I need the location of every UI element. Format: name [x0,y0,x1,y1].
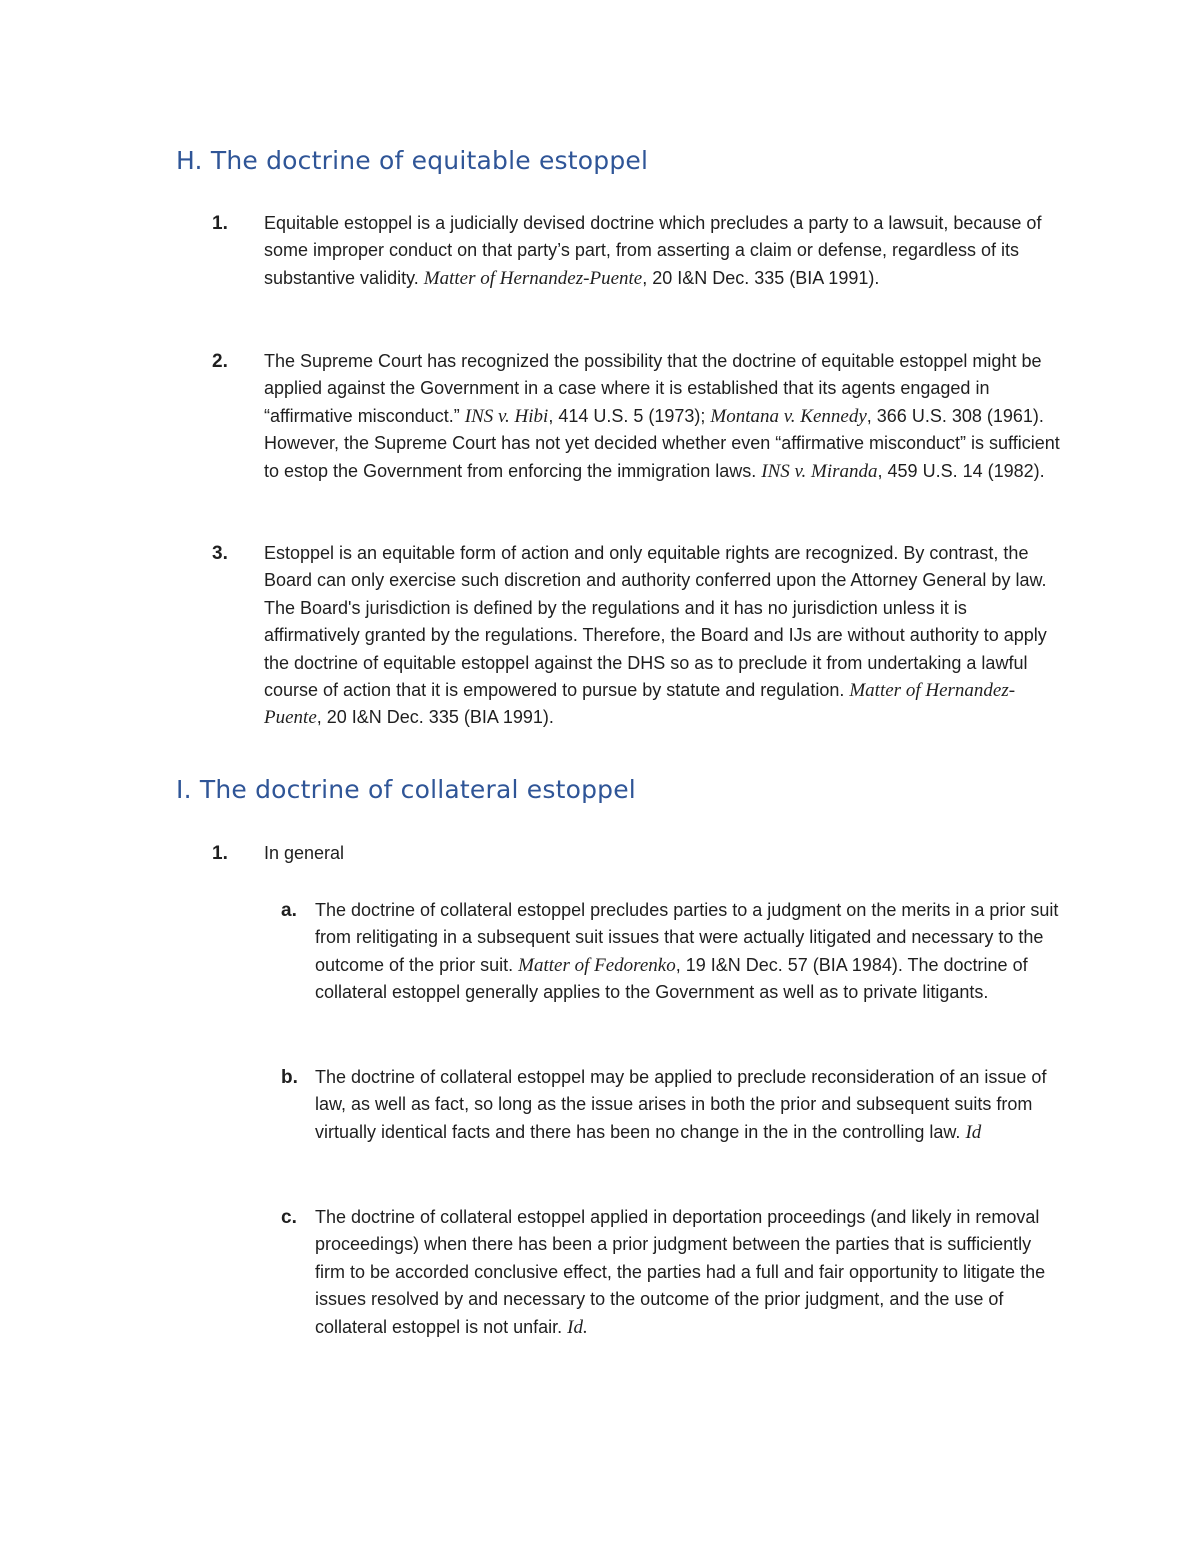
list-number: 1. [212,213,228,234]
section-i-heading: I. The doctrine of collateral estoppel [176,775,636,804]
paragraph-text: The doctrine of collateral estoppel may be applied to preclude reconsideration of an issue of law, as well as fact, so long as the issue arises in both the prior and subsequent suits from virtually identical facts and there has been no change in the in the controlling law. [315,1067,1047,1142]
section-i-subitem-b [281,1064,1065,1146]
case-citation: INS v. Miranda [761,460,878,482]
case-citation: Matter of Hernandez-Puente [264,680,1016,729]
paragraph [315,1064,1065,1146]
case-citation: Matter of Fedorenko [518,954,676,976]
paragraph-text: The doctrine of collateral estoppel applied in deportation proceedings (and likely in removal proceedings) when there has been a prior judgment between the parties that is sufficiently firm to be accorded conclusive effect, the parties had a full and fair opportunity to litigate the issues resolved by and necessary to the outcome of the prior judgment, and the use of collateral estoppel is not unfair. [315,1207,1046,1337]
paragraph [264,540,1064,732]
section-h-item-1 [212,210,1064,292]
section-i-subitem-a [281,897,1065,1007]
paragraph [315,1204,1065,1341]
citation-detail: , 20 I&N Dec. 335 (BIA 1991). [642,267,880,288]
citation-detail: , 366 U.S. 308 (1961). However, the Supreme Court has not yet decided whether even “affirmative misconduct” is sufficient to estop the Government from enforcing the immigration laws. [264,405,1060,481]
paragraph-text: In general [264,843,345,863]
paragraph-text: Estoppel is an equitable form of action and only equitable rights are recognized. By contrast, the Board can only exercise such discretion and authority conferred upon the Attorney General by law. The Board's jurisdiction is defined by the regulations and it has no jurisdiction unless it is affirmatively granted by the regulations. Therefore, the Board and IJs are without authority to apply the doctrine of equitable estoppel against the DHS so as to preclude it from undertaking a lawful course of action that it is empowered to pursue by statute and regulation. [264,543,1047,701]
case-citation: Id. [567,1316,588,1338]
paragraph [315,897,1065,1007]
list-number: 2. [212,351,228,372]
paragraph [264,348,1064,485]
case-citation: Id [965,1121,982,1143]
list-number: 1. [212,843,228,864]
section-i-item-1 [212,840,1064,867]
paragraph-text: The doctrine of collateral estoppel precludes parties to a judgment on the merits in a prior suit from relitigating in a subsequent suit issues that were actually litigated and necessary to the outcome of the prior suit. [315,900,1059,975]
list-number: 3. [212,543,228,564]
citation-detail: , 19 I&N Dec. 57 (BIA 1984). The doctrine of collateral estoppel generally applies to the Government as well as to private litigants. [315,954,1028,1003]
case-citation: INS v. Hibi [464,405,549,427]
section-h-item-2 [212,348,1064,485]
paragraph-text: The Supreme Court has recognized the possibility that the doctrine of equitable estoppel might be applied against the Government in a case where it is established that its agents engaged in “affirmative misconduct.” [264,351,1042,426]
citation-detail: , 459 U.S. 14 (1982). [877,460,1045,481]
section-h-heading: H. The doctrine of equitable estoppel [176,146,649,175]
case-citation: Montana v. Kennedy [710,405,867,427]
list-letter: a. [281,900,297,921]
paragraph [264,210,1064,292]
paragraph-text: Equitable estoppel is a judicially devised doctrine which precludes a party to a lawsuit, because of some improper conduct on that party’s part, from asserting a claim or defense, regardless of its substantive validity. [264,213,1042,288]
list-letter: b. [281,1067,298,1088]
section-h-item-3 [212,540,1064,732]
list-letter: c. [281,1207,297,1228]
citation-detail: , 20 I&N Dec. 335 (BIA 1991). [316,707,554,728]
section-i-subitem-c [281,1204,1065,1341]
citation-detail: , 414 U.S. 5 (1973); [548,405,706,426]
case-citation: Matter of Hernandez-Puente [423,267,643,289]
